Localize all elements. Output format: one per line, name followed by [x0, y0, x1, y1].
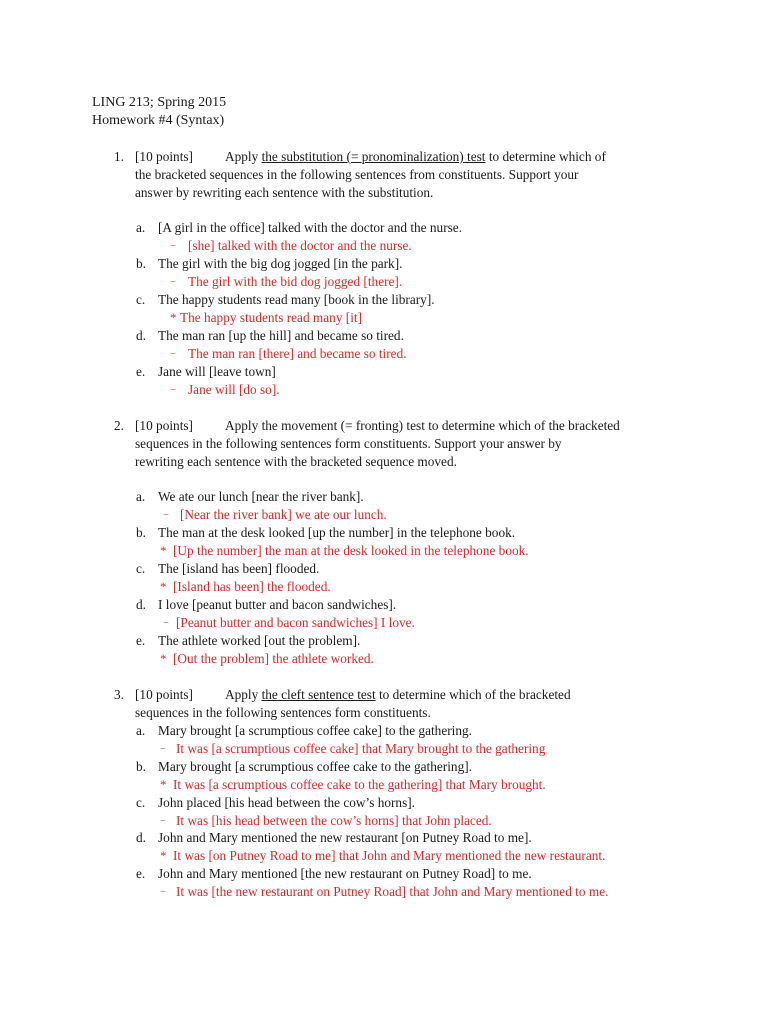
item-label: d.: [136, 830, 146, 845]
item-sentence: I love [peanut butter and bacon sandwiches].: [158, 597, 397, 612]
item-sentence: The [island has been] flooded.: [158, 561, 320, 576]
asterisk-icon: *: [160, 848, 167, 863]
asterisk-icon: *: [170, 310, 177, 325]
question-line-1: [135, 148, 606, 166]
arrow-icon: ⌣: [160, 886, 166, 896]
arrow-icon: ⌣: [163, 617, 169, 627]
item-label: d.: [136, 597, 146, 612]
asterisk-icon: *: [160, 543, 167, 558]
question-number: 3.: [114, 687, 124, 702]
item-sentence: John and Mary mentioned [the new restaurant on Putney Road] to me.: [158, 866, 532, 881]
item-answer: [Peanut butter and bacon sandwiches] I love.: [176, 615, 415, 630]
arrow-icon: ⌣: [163, 509, 169, 519]
item-answer: It was [the new restaurant on Putney Road] that John and Mary mentioned to me.: [176, 884, 609, 899]
item-label: c.: [136, 795, 146, 810]
asterisk-icon: *: [160, 651, 167, 666]
item-sentence: Mary brought [a scrumptious coffee cake to the gathering].: [158, 759, 472, 774]
item-answer: It was [his head between the cow’s horns] that John placed.: [176, 813, 492, 828]
item-label: d.: [136, 328, 146, 343]
item-label: a.: [136, 489, 146, 504]
question-line-1: [135, 686, 571, 704]
question-number: 2.: [114, 418, 124, 433]
item-sentence: The athlete worked [out the problem].: [158, 633, 361, 648]
item-label: a.: [136, 220, 146, 235]
item-label: a.: [136, 723, 146, 738]
item-answer: The girl with the bid dog jogged [there].: [188, 274, 403, 289]
item-answer: It was [a scrumptious coffee cake] that Mary brought to the gathering: [176, 741, 546, 756]
item-label: c.: [136, 561, 146, 576]
item-answer: [Out the problem] the athlete worked.: [173, 651, 374, 666]
question-points: [10 points]: [135, 418, 193, 433]
item-sentence: The girl with the big dog jogged [in the park].: [158, 256, 403, 271]
item-sentence: The man ran [up the hill] and became so tired.: [158, 328, 404, 343]
item-sentence: The man at the desk looked [up the number] in the telephone book.: [158, 525, 516, 540]
asterisk-icon: *: [160, 579, 167, 594]
item-label: e.: [136, 866, 146, 881]
question-line-2: sequences in the following sentences form constituents. Support your answer by: [135, 436, 562, 451]
arrow-icon: ⌣: [170, 276, 176, 286]
item-answer: The man ran [there] and became so tired.: [188, 346, 407, 361]
item-sentence: We ate our lunch [near the river bank].: [158, 489, 364, 504]
item-answer: The happy students read many [it]: [180, 310, 363, 325]
question-prompt-pre: Apply the movement (= fronting) test to determine which of the bracketed: [225, 418, 620, 433]
question-prompt-pre: Apply: [225, 149, 262, 164]
item-label: e.: [136, 364, 146, 379]
item-answer: [she] talked with the doctor and the nurse.: [188, 238, 412, 253]
arrow-icon: ⌣: [170, 348, 176, 358]
item-sentence: [A girl in the office] talked with the doctor and the nurse.: [158, 220, 463, 235]
item-label: b.: [136, 525, 146, 540]
question-prompt-post: to determine which of: [485, 149, 606, 164]
item-sentence: Jane will [leave town]: [158, 364, 276, 379]
item-sentence: John placed [his head between the cow’s horns].: [158, 795, 415, 810]
item-answer: [Island has been] the flooded.: [173, 579, 331, 594]
question-line-3: rewriting each sentence with the bracketed sequence moved.: [135, 454, 457, 469]
item-answer: It was [a scrumptious coffee cake to the gathering] that Mary brought.: [173, 777, 546, 792]
asterisk-icon: *: [160, 777, 167, 792]
question-line-2: sequences in the following sentences form constituents.: [135, 705, 431, 720]
arrow-icon: ⌣: [160, 815, 166, 825]
arrow-icon: ⌣: [160, 743, 166, 753]
item-answer: Jane will [do so].: [188, 382, 280, 397]
item-answer: [Up the number] the man at the desk looked in the telephone book.: [173, 543, 529, 558]
test-name: the cleft sentence test: [261, 687, 376, 702]
item-label: b.: [136, 256, 146, 271]
item-label: c.: [136, 292, 146, 307]
question-line-2: the bracketed sequences in the following sentences from constituents. Support your: [135, 167, 579, 182]
test-name: the substitution (= pronominalization) test: [261, 149, 486, 164]
question-line-3: answer by rewriting each sentence with the substitution.: [135, 185, 434, 200]
item-sentence: The happy students read many [book in the library].: [158, 292, 435, 307]
question-number: 1.: [114, 149, 124, 164]
course-title: LING 213; Spring 2015: [92, 95, 227, 110]
item-label: e.: [136, 633, 146, 648]
question-line-1: [135, 417, 620, 435]
item-answer: It was [on Putney Road to me] that John and Mary mentioned the new restaurant.: [173, 848, 606, 863]
item-answer: [Near the river bank] we ate our lunch.: [180, 507, 387, 522]
arrow-icon: ⌣: [170, 384, 176, 394]
question-points: [10 points]: [135, 149, 193, 164]
item-sentence: Mary brought [a scrumptious coffee cake] to the gathering.: [158, 723, 472, 738]
question-prompt-post: to determine which of the bracketed: [375, 687, 571, 702]
question-points: [10 points]: [135, 687, 193, 702]
assignment-title: Homework #4 (Syntax): [92, 113, 225, 128]
question-prompt-pre: Apply: [225, 687, 262, 702]
item-sentence: John and Mary mentioned the new restaurant [on Putney Road to me].: [158, 830, 532, 845]
item-label: b.: [136, 759, 146, 774]
arrow-icon: ⌣: [170, 240, 176, 250]
